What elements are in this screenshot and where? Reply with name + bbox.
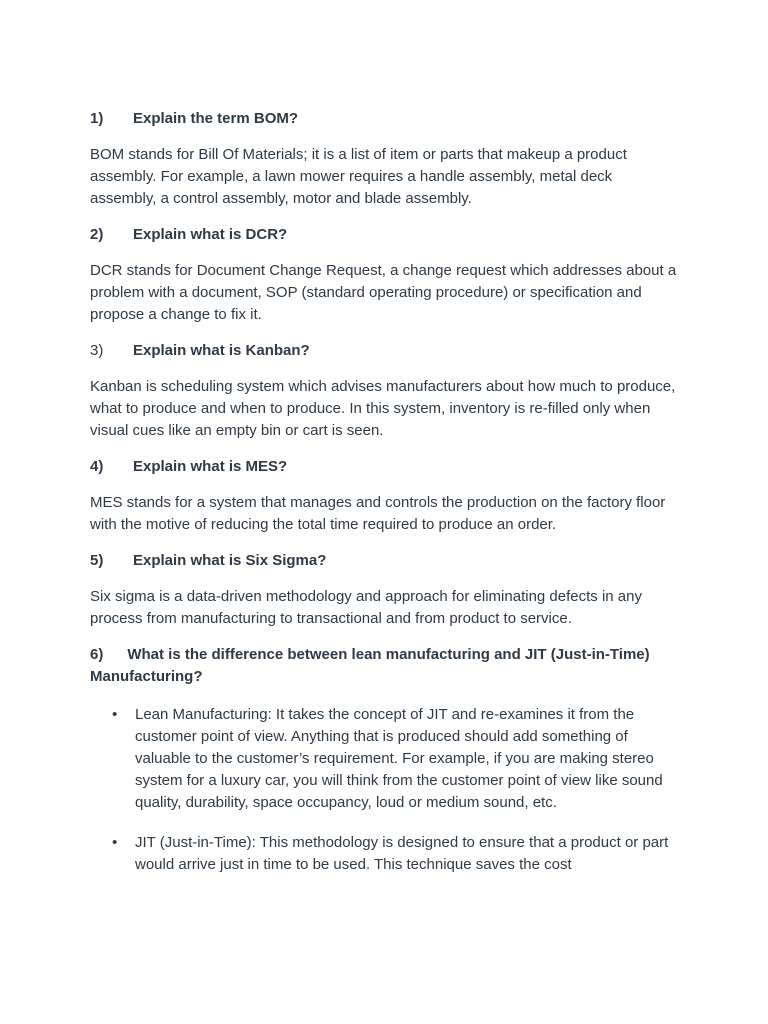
document-page [90, 108, 680, 894]
answer-paragraph-2: DCR stands for Document Change Request, a change request which addresses about a problem with a document, SOP (standard operating procedure) or specification and propose a change to fix it. [90, 262, 677, 323]
question-heading-6 [90, 644, 680, 688]
question-heading-1 [90, 108, 680, 130]
bullet-icon: • [112, 706, 118, 723]
question-heading-3 [90, 340, 680, 362]
answer-paragraph-5: Six sigma is a data-driven methodology and approach for eliminating defects in any process from manufacturing to transactional and from product to service. [90, 588, 642, 627]
question-title: Explain what is DCR? [133, 226, 288, 243]
question-title: Explain the term BOM? [133, 110, 299, 127]
question-number: 5) [90, 552, 104, 569]
question-title: Explain what is Kanban? [133, 342, 310, 359]
question-title: Explain what is Six Sigma? [133, 552, 327, 569]
list-item-text: JIT (Just-in-Time): This methodology is designed to ensure that a product or part would arrive just in time to be used. This technique saves the cost [135, 834, 669, 873]
question-heading-2 [90, 224, 680, 246]
list-item [90, 704, 680, 814]
bullet-icon: • [112, 834, 118, 851]
question-number: 3) [90, 342, 104, 359]
question-number: 4) [90, 458, 104, 475]
answer-paragraph-3: Kanban is scheduling system which advises manufacturers about how much to produce, what to produce and when to produce. In this system, inventory is re-filled only when visual cues like an empty bin or cart is seen. [90, 378, 676, 439]
question-number: 1) [90, 110, 104, 127]
list-item [90, 832, 680, 876]
question-heading-4 [90, 456, 680, 478]
question-title: What is the difference between lean manufacturing and JIT (Just-in-Time) Manufacturing? [90, 646, 650, 685]
question-number: 6) [90, 646, 104, 663]
bullet-list [90, 704, 680, 876]
answer-paragraph-1: BOM stands for Bill Of Materials; it is a list of item or parts that makeup a product assembly. For example, a lawn mower requires a handle assembly, metal deck assembly, a control assembly, motor and blade assembly. [90, 146, 627, 207]
list-item-text: Lean Manufacturing: It takes the concept of JIT and re-examines it from the customer point of view. Anything that is produced should add something of valuable to the customer’s requirement. For example, if you are making stereo system for a luxury car, you will think from the customer point of view like sound quality, durability, space occupancy, loud or medium sound, etc. [135, 706, 663, 811]
question-title: Explain what is MES? [133, 458, 288, 475]
question-heading-5 [90, 550, 680, 572]
answer-paragraph-4: MES stands for a system that manages and controls the production on the factory floor with the motive of reducing the total time required to produce an order. [90, 494, 666, 533]
question-number: 2) [90, 226, 104, 243]
